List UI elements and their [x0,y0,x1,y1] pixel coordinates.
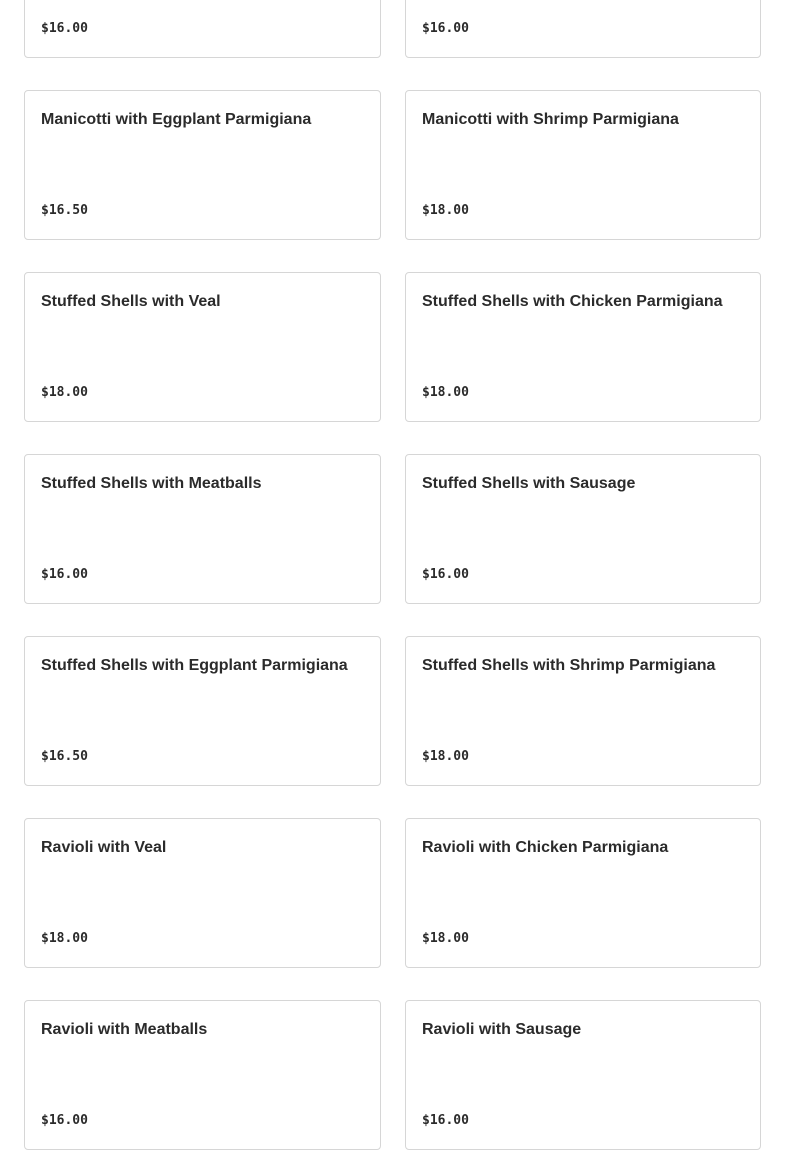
menu-item-card[interactable] [405,272,761,422]
menu-item-name: Stuffed Shells with Sausage [422,475,636,492]
menu-item-card[interactable] [24,272,381,422]
menu-item-name: Manicotti with Shrimp Parmigiana [422,111,679,128]
menu-item-price: $18.00 [422,203,469,218]
menu-grid [24,0,761,1150]
menu-item-name: Manicotti with Eggplant Parmigiana [41,111,312,128]
menu-item-name: Ravioli with Meatballs [41,1021,208,1038]
menu-item-price: $18.00 [422,385,469,400]
menu-item-price: $16.00 [422,567,469,582]
menu-item-card[interactable] [405,454,761,604]
menu-item-card[interactable] [24,818,381,968]
menu-item-price: $18.00 [41,931,88,946]
menu-item-price: $16.50 [41,203,88,218]
menu-item-card[interactable] [405,90,761,240]
menu-item-card[interactable] [405,636,761,786]
menu-item-price: $18.00 [422,931,469,946]
menu-item-name: Stuffed Shells with Veal [41,293,221,310]
menu-item-price: $16.00 [41,1113,88,1128]
menu-item-card[interactable] [24,0,381,58]
menu-item-card[interactable] [24,454,381,604]
menu-item-name: Stuffed Shells with Meatballs [41,475,262,492]
menu-item-card[interactable] [405,818,761,968]
menu-item-price: $16.00 [422,21,469,36]
menu-item-name: Stuffed Shells with Shrimp Parmigiana [422,657,716,674]
menu-item-card[interactable] [405,0,761,58]
menu-item-price: $18.00 [41,385,88,400]
menu-item-name: Stuffed Shells with Eggplant Parmigiana [41,657,348,674]
menu-item-card[interactable] [24,90,381,240]
menu-item-price: $16.00 [41,21,88,36]
menu-item-price: $18.00 [422,749,469,764]
menu-item-name: Stuffed Shells with Chicken Parmigiana [422,293,723,310]
menu-item-card[interactable] [405,1000,761,1150]
menu-item-card[interactable] [24,636,381,786]
menu-item-card[interactable] [24,1000,381,1150]
menu-item-price: $16.50 [41,749,88,764]
menu-item-price: $16.00 [41,567,88,582]
menu-item-price: $16.00 [422,1113,469,1128]
menu-item-name: Ravioli with Chicken Parmigiana [422,839,669,856]
menu-item-name: Ravioli with Sausage [422,1021,582,1038]
menu-item-name: Ravioli with Veal [41,839,167,856]
